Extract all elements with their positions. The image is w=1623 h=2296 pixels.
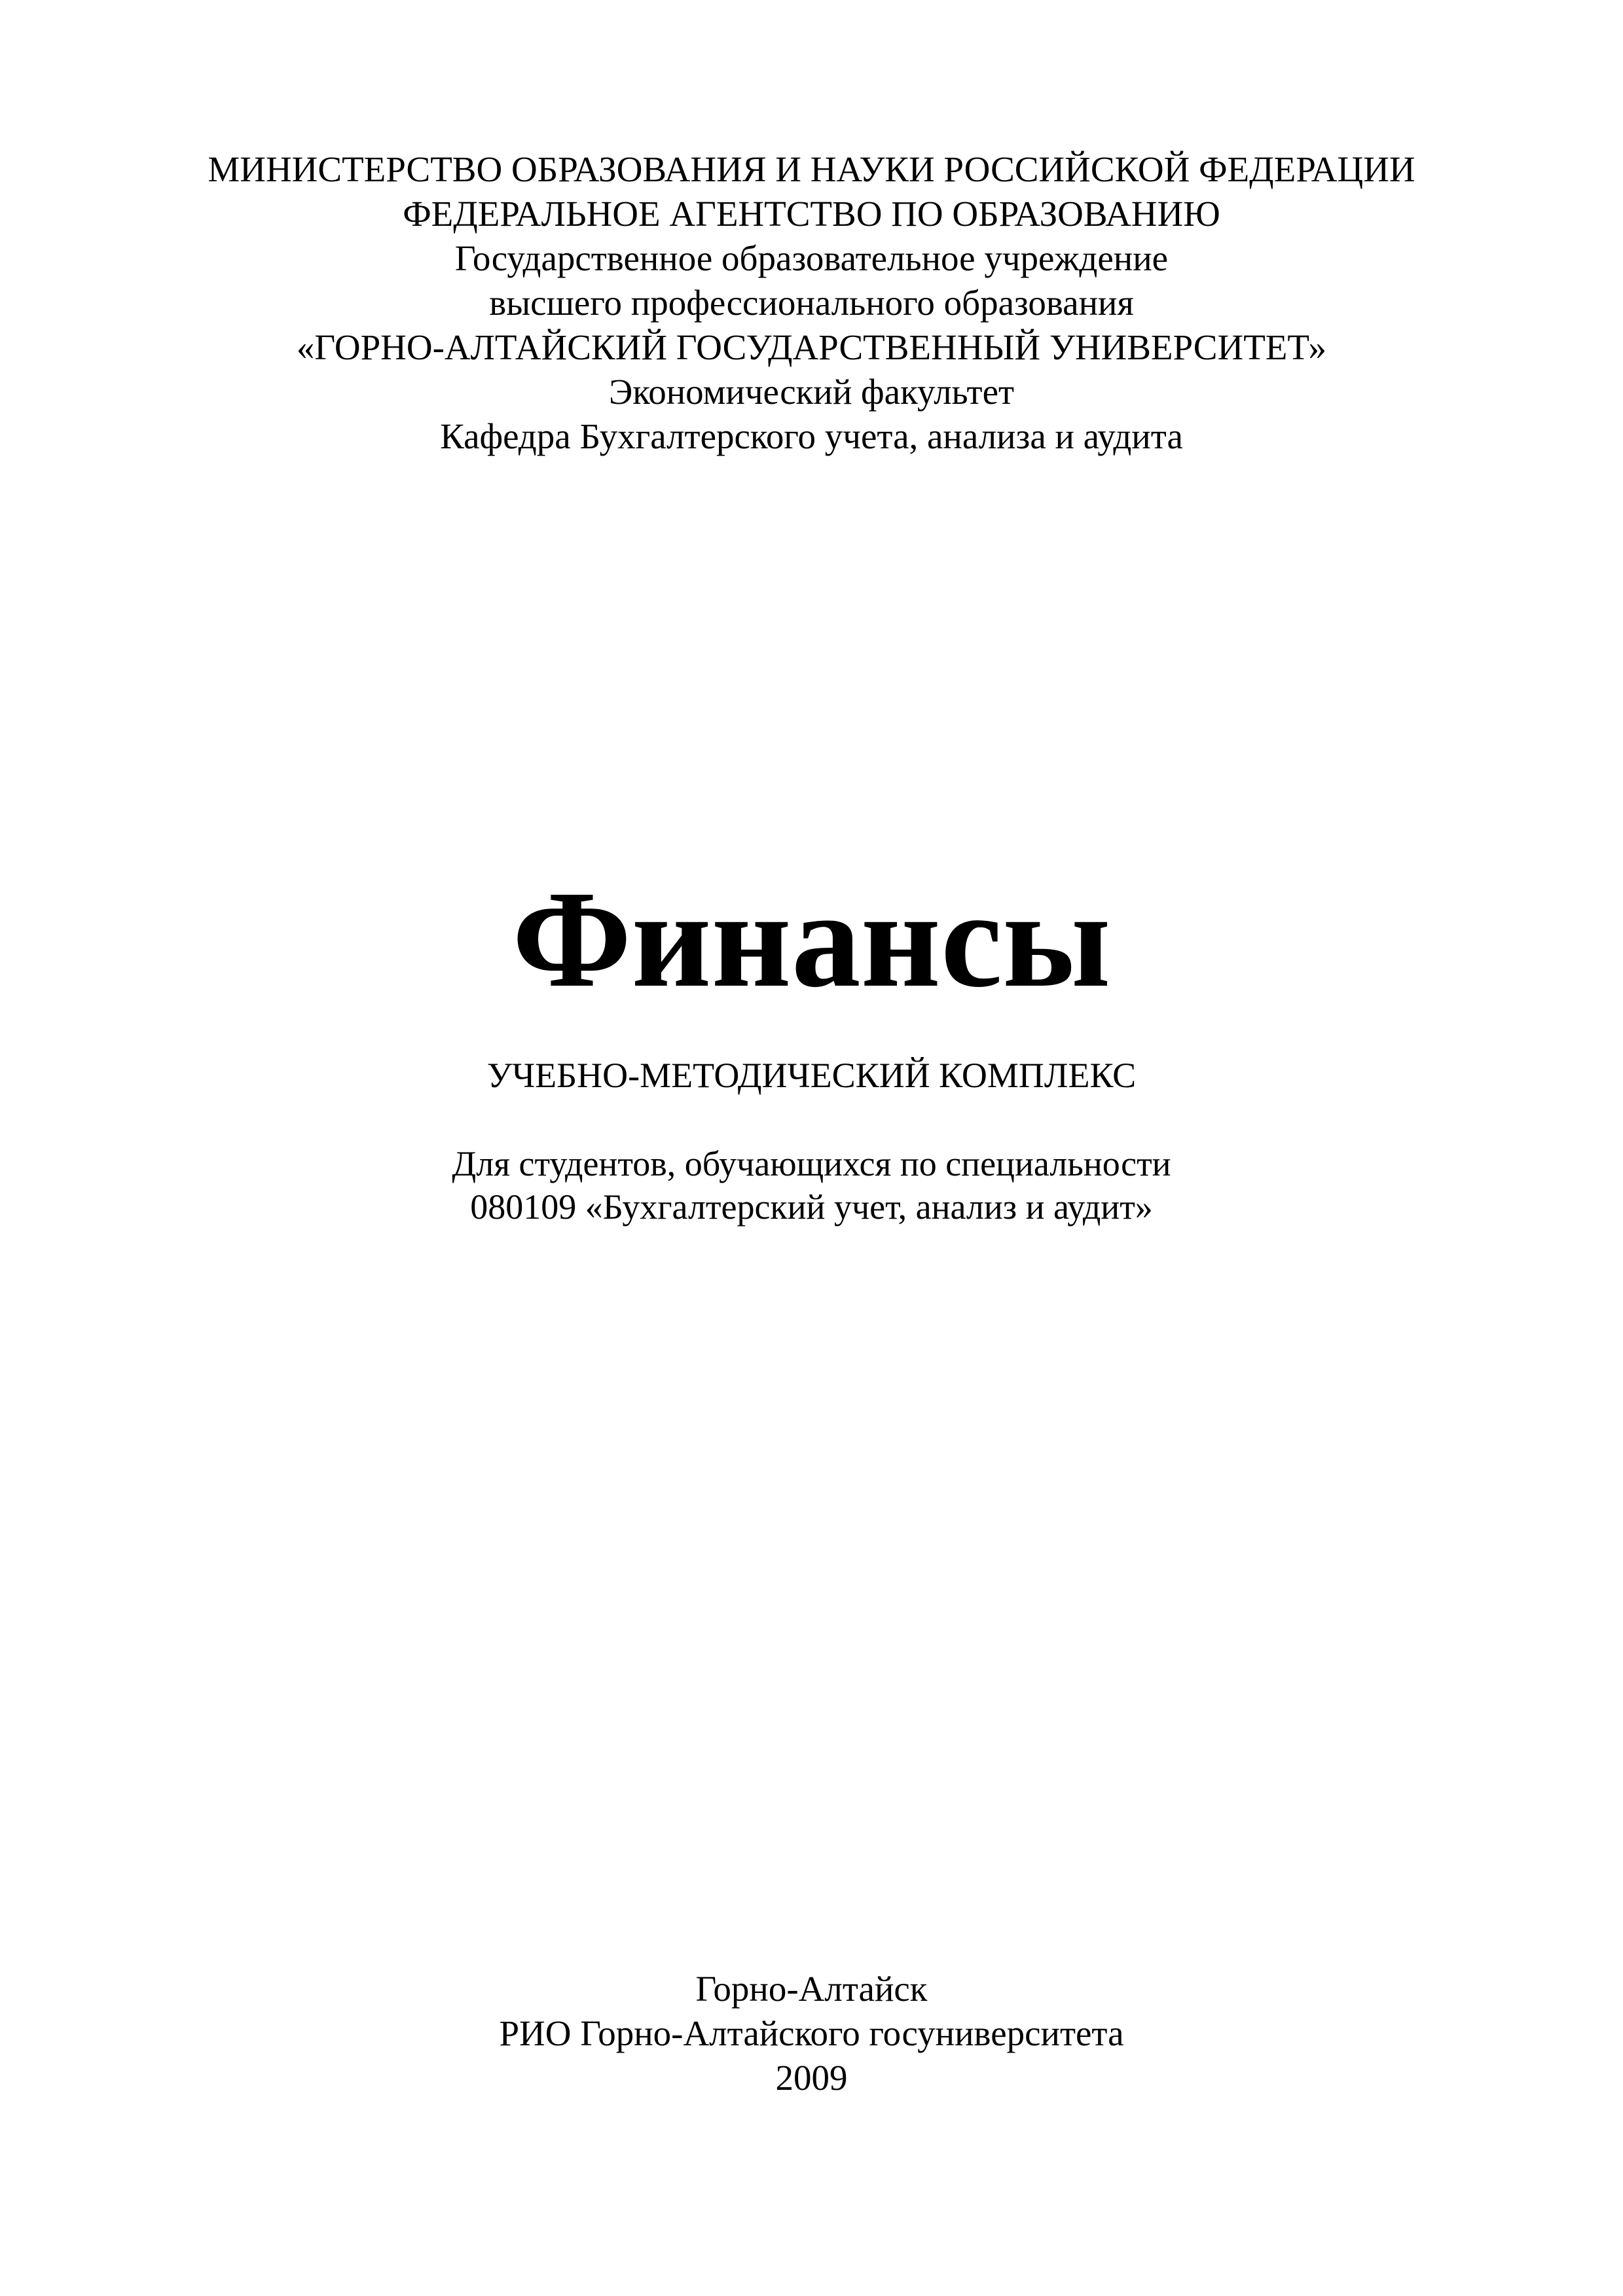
target-audience [0,1142,1623,1229]
imprint-publisher: РИО Горно-Алтайского госуниверситета [499,2013,1124,2053]
ministry-line: МИНИСТЕРСТВО ОБРАЗОВАНИЯ И НАУКИ РОССИЙСКОЙ ФЕДЕРАЦИИ [208,149,1415,189]
document-subtitle: УЧЕБНО-МЕТОДИЧЕСКИЙ КОМПЛЕКС [486,1056,1137,1095]
publication-imprint [0,1967,1623,2100]
imprint-year: 2009 [775,2058,848,2098]
institution-header [0,147,1623,459]
agency-line: ФЕДЕРАЛЬНОЕ АГЕНТСТВО ПО ОБРАЗОВАНИЮ [403,194,1220,234]
specialty-line: 080109 «Бухгалтерский учет, анализ и аудит» [470,1187,1153,1227]
institution-type-line: Государственное образовательное учреждение [454,238,1169,278]
faculty-line: Экономический факультет [608,372,1015,412]
university-name-line: «ГОРНО-АЛТАЙСКИЙ ГОСУДАРСТВЕННЫЙ УНИВЕРСИТЕТ» [296,327,1327,367]
audience-line: Для студентов, обучающихся по специальности [452,1144,1171,1183]
education-level-line: высшего профессионального образования [489,283,1134,323]
department-line: Кафедра Бухгалтерского учета, анализа и аудита [440,416,1183,456]
document-title: Финансы [512,862,1111,1016]
imprint-city: Горно-Алтайск [695,1969,928,2009]
